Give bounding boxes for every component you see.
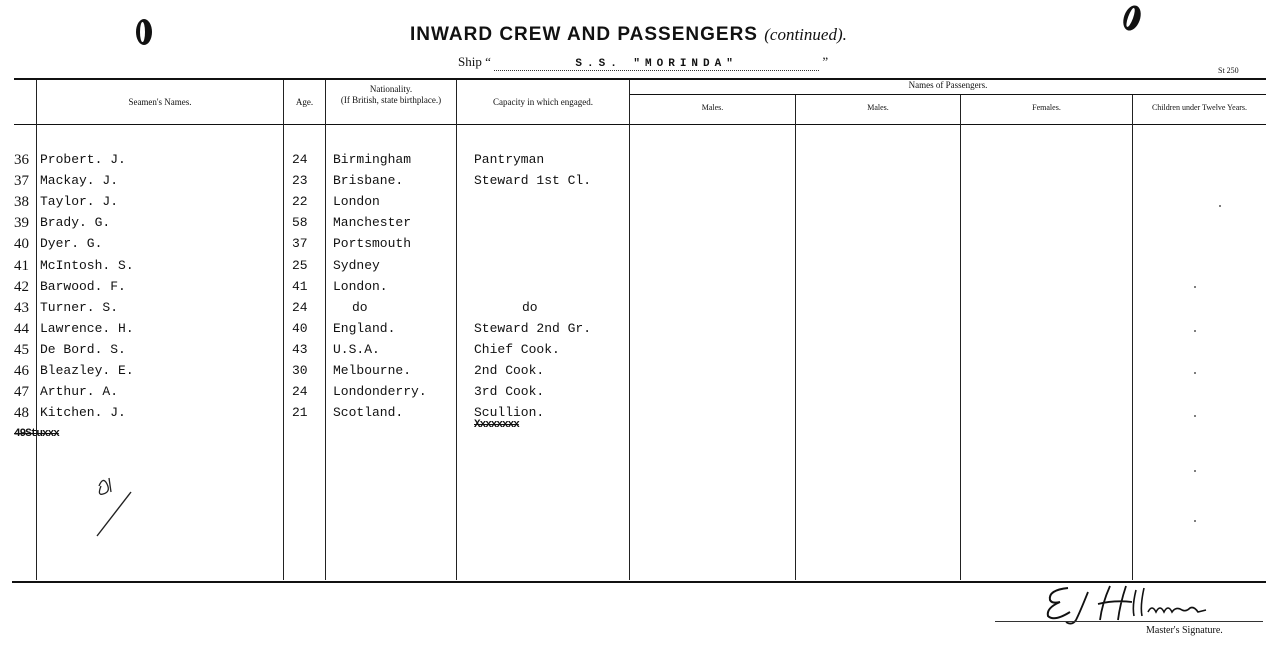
row-number: 47 (14, 384, 29, 401)
header-seamens-names: Seamen's Names. (128, 97, 192, 107)
form-number: St 250 (1218, 66, 1239, 75)
struck-entry: 49Stuxxx (14, 428, 59, 440)
pencil-tally-mark (85, 472, 145, 547)
crew-row (0, 258, 620, 278)
header-nationality-sub: (If British, state birthplace.) (340, 95, 442, 105)
seaman-name: Probert. J. (40, 152, 126, 167)
column-divider-capacity (629, 80, 630, 580)
struck-capacity: Xxxxxxxx (474, 419, 519, 431)
crew-row (0, 384, 620, 404)
header-nationality-title: Nationality. (369, 84, 413, 94)
seaman-age: 21 (292, 405, 308, 421)
row-number: 40 (14, 236, 29, 253)
seaman-age: 40 (292, 320, 308, 336)
seaman-capacity: Scullion. (474, 405, 545, 421)
seaman-capacity: Steward 2nd Gr. (474, 320, 592, 336)
header-nationality (330, 84, 452, 106)
seaman-age: 30 (292, 363, 308, 378)
page-title (410, 24, 847, 46)
row-number: 38 (14, 194, 29, 211)
crew-row (0, 342, 620, 362)
seaman-nationality: England. (333, 320, 396, 336)
row-number: 46 (14, 363, 29, 379)
row-number: 37 (14, 173, 29, 190)
tally-mark-icon (85, 472, 145, 542)
header-age: Age. (295, 97, 314, 107)
seaman-nationality: Londonderry. (333, 384, 427, 400)
header-passengers: Names of Passengers. (908, 80, 988, 90)
crew-row (0, 236, 620, 256)
crew-row (0, 152, 620, 172)
scan-speck (1219, 205, 1221, 207)
passenger-header-divider (629, 94, 1266, 95)
seaman-name: Barwood. F. (40, 278, 126, 294)
seaman-name: Lawrence. H. (40, 320, 134, 336)
seaman-nationality: Melbourne. (333, 363, 412, 378)
scan-speck (1194, 520, 1196, 522)
crew-row (0, 215, 620, 235)
seaman-name: Taylor. J. (40, 194, 119, 210)
seaman-nationality: Manchester (333, 215, 412, 231)
crew-row (0, 279, 620, 299)
row-number: 42 (14, 278, 29, 295)
seaman-age: 24 (292, 384, 308, 400)
header-capacity: Capacity in which engaged. (493, 97, 593, 107)
scan-speck (1194, 470, 1196, 472)
seaman-name: Brady. G. (40, 215, 111, 231)
seaman-age: 24 (292, 299, 308, 315)
scan-speck (1194, 286, 1196, 288)
column-divider-males-1 (795, 95, 796, 580)
seaman-capacity: do (522, 299, 538, 315)
seaman-nationality: Sydney (333, 257, 380, 273)
row-number: 43 (14, 299, 29, 316)
seaman-nationality: London. (333, 278, 388, 294)
seaman-nationality: Portsmouth (333, 236, 412, 252)
row-number: 41 (14, 257, 29, 274)
row-number: 39 (14, 215, 29, 232)
column-divider-males-2 (960, 95, 961, 580)
seaman-age: 23 (292, 173, 308, 189)
crew-row (0, 363, 620, 383)
scan-speck (1194, 330, 1196, 332)
title-main: INWARD CREW AND PASSENGERS (410, 24, 758, 45)
seaman-age: 41 (292, 278, 308, 294)
seaman-name: Kitchen. J. (40, 405, 126, 421)
seaman-name: Turner. S. (40, 299, 119, 315)
seaman-name: McIntosh. S. (40, 257, 134, 273)
seaman-name: Arthur. A. (40, 384, 119, 400)
seaman-name: De Bord. S. (40, 341, 126, 357)
seaman-age: 58 (292, 215, 308, 231)
seaman-capacity: 2nd Cook. (474, 363, 545, 378)
crew-row (0, 300, 620, 320)
seaman-capacity: Chief Cook. (474, 341, 560, 357)
seaman-age: 25 (292, 257, 308, 273)
column-divider-females (1132, 95, 1133, 580)
punch-hole-left (136, 19, 152, 45)
seaman-name: Dyer. G. (40, 236, 103, 252)
crew-row (0, 321, 620, 341)
crew-row (0, 194, 620, 214)
signature-label: Master's Signature. (1146, 625, 1223, 636)
seaman-capacity: Pantryman (474, 152, 545, 167)
row-number: 48 (14, 405, 29, 422)
ship-line (458, 54, 828, 71)
seaman-age: 43 (292, 341, 308, 357)
seaman-name: Mackay. J. (40, 173, 119, 189)
title-suffix: (continued). (764, 25, 847, 44)
ship-name: S.S. "MORINDA" (494, 58, 819, 71)
header-children: Children under Twelve Years. (1151, 103, 1248, 112)
seaman-nationality: Birmingham (333, 152, 412, 167)
seaman-nationality: do (352, 299, 368, 315)
seaman-capacity: Steward 1st Cl. (474, 173, 592, 189)
header-males-2: Males. (867, 103, 889, 112)
seaman-age: 37 (292, 236, 308, 252)
seaman-name: Bleazley. E. (40, 363, 134, 378)
signature-line (995, 621, 1263, 622)
seaman-age: 22 (292, 194, 308, 210)
seaman-nationality: Brisbane. (333, 173, 404, 189)
seaman-nationality: London (333, 194, 380, 210)
scan-speck (1194, 415, 1196, 417)
punch-hole-right (1120, 3, 1144, 33)
header-bottom-border (14, 124, 1266, 125)
row-number: 36 (14, 152, 29, 168)
seaman-capacity: 3rd Cook. (474, 384, 545, 400)
seaman-nationality: U.S.A. (333, 341, 380, 357)
row-number: 44 (14, 320, 29, 337)
row-number: 45 (14, 341, 29, 358)
seaman-age: 24 (292, 152, 308, 167)
header-males-1: Males. (701, 103, 724, 112)
seaman-nationality: Scotland. (333, 405, 404, 421)
scan-speck (1194, 372, 1196, 374)
crew-row (0, 405, 620, 425)
ship-close: ” (822, 54, 829, 69)
crew-row (0, 173, 620, 193)
header-females: Females. (1032, 103, 1061, 112)
ship-label: Ship “ (458, 54, 491, 69)
